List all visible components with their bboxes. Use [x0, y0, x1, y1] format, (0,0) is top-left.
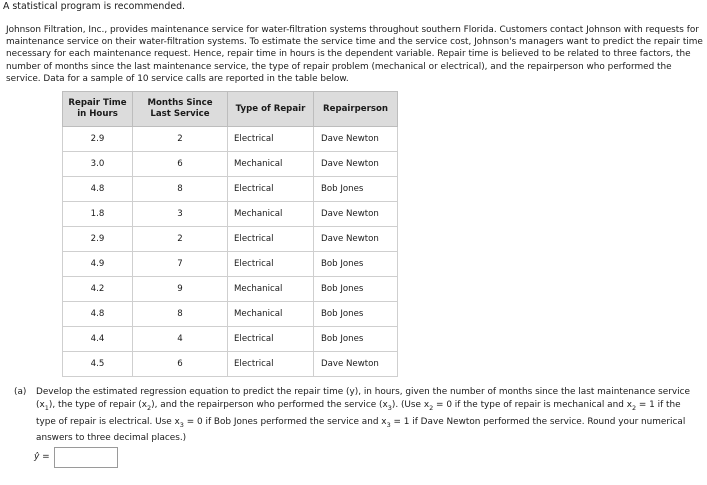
cell-repair-time: 3.0 — [63, 152, 133, 177]
cell-repairperson: Bob Jones — [314, 327, 398, 352]
question-text-part: = 1 if the type of repair is electrical. Use x — [36, 400, 681, 427]
table-row — [63, 202, 398, 227]
cell-repair-time: 1.8 — [63, 202, 133, 227]
header-months-line2: Last Service — [150, 109, 210, 119]
question-text-part: = 0 if the type of repair is mechanical and x — [433, 400, 632, 411]
cell-repairperson: Dave Newton — [314, 127, 398, 152]
cell-repairperson: Dave Newton — [314, 202, 398, 227]
header-months-since — [133, 92, 228, 127]
cell-months-since: 2 — [133, 127, 228, 152]
cell-repair-time: 4.8 — [63, 177, 133, 202]
question-text-part: Develop the estimated regression equation to predict the repair time (y), in hours, given the number of months since the last maintenance service (x — [36, 387, 690, 411]
cell-repair-time: 4.5 — [63, 352, 133, 377]
cell-months-since: 8 — [133, 302, 228, 327]
table-row — [63, 227, 398, 252]
cell-repair-time: 4.2 — [63, 277, 133, 302]
header-repair-time-line1: Repair Time — [68, 98, 127, 108]
question-text-part: ), the type of repair (x — [48, 400, 148, 411]
cell-repairperson: Dave Newton — [314, 227, 398, 252]
subscript: 3 — [179, 420, 184, 429]
answer-row — [34, 445, 118, 469]
cell-type-of-repair: Mechanical — [228, 277, 314, 302]
cell-type-of-repair: Mechanical — [228, 302, 314, 327]
header-repair-time — [63, 92, 133, 127]
table-row — [63, 177, 398, 202]
cell-type-of-repair: Electrical — [228, 127, 314, 152]
cell-repairperson: Dave Newton — [314, 352, 398, 377]
problem-intro: Johnson Filtration, Inc., provides maintenance service for water-filtration systems throughout southern Florida. Customers contact Johnson with requests for maintenance service on their water-filtration systems. To estimate the service time and the service cost, Johnson's managers want to predict the repair time necessary for each maintenance request. Hence, repair time in hours is the dependent variable. Repair time is believed to be related to three factors, the number of months since the last maintenance service, the type of repair problem (mechanical or electrical), and the repairperson who performed the service. Data for a sample of 10 service calls are reported in the table below. — [6, 25, 703, 84]
cell-months-since: 6 — [133, 152, 228, 177]
header-months-line1: Months Since — [147, 98, 213, 108]
cell-type-of-repair: Electrical — [228, 177, 314, 202]
table-header-row — [63, 92, 398, 127]
cell-repair-time: 2.9 — [63, 227, 133, 252]
table-row — [63, 352, 398, 377]
question-label: (a) — [14, 387, 27, 397]
cell-months-since: 4 — [133, 327, 228, 352]
cell-repairperson: Bob Jones — [314, 252, 398, 277]
cell-repair-time: 4.4 — [63, 327, 133, 352]
cell-repair-time: 4.8 — [63, 302, 133, 327]
table-row — [63, 127, 398, 152]
question-a — [14, 386, 694, 445]
header-repairperson: Repairperson — [314, 92, 398, 127]
question-text-part: = 0 if Bob Jones performed the service and x — [183, 416, 387, 427]
cell-repair-time: 4.9 — [63, 252, 133, 277]
cell-months-since: 8 — [133, 177, 228, 202]
header-repair-time-line2: in Hours — [77, 109, 118, 119]
cell-type-of-repair: Mechanical — [228, 152, 314, 177]
table-row — [63, 302, 398, 327]
subscript: 2 — [147, 404, 152, 413]
recommendation-note: A statistical program is recommended. — [3, 1, 186, 12]
cell-months-since: 2 — [133, 227, 228, 252]
cell-repairperson: Bob Jones — [314, 277, 398, 302]
cell-type-of-repair: Electrical — [228, 227, 314, 252]
subscript: 1 — [44, 404, 49, 413]
question-text-part: = 1 if Dave Newton performed the service. Round your numerical answers to three decimal places.) — [36, 416, 686, 443]
table-row — [63, 277, 398, 302]
cell-months-since: 9 — [133, 277, 228, 302]
subscript: 2 — [429, 404, 434, 413]
subscript: 3 — [387, 404, 392, 413]
cell-months-since: 7 — [133, 252, 228, 277]
subscript: 3 — [386, 420, 391, 429]
table-row — [63, 327, 398, 352]
table-row — [63, 252, 398, 277]
cell-type-of-repair: Mechanical — [228, 202, 314, 227]
cell-type-of-repair: Electrical — [228, 352, 314, 377]
question-text-part: ), and the repairperson who performed the service (x — [151, 400, 388, 411]
cell-type-of-repair: Electrical — [228, 252, 314, 277]
cell-repair-time: 2.9 — [63, 127, 133, 152]
cell-type-of-repair: Electrical — [228, 327, 314, 352]
cell-months-since: 6 — [133, 352, 228, 377]
table-row — [63, 152, 398, 177]
service-data-table — [62, 91, 398, 377]
cell-months-since: 3 — [133, 202, 228, 227]
cell-repairperson: Bob Jones — [314, 302, 398, 327]
question-text — [36, 386, 694, 445]
question-text-part: ). (Use x — [391, 400, 430, 411]
regression-equation-input[interactable] — [54, 447, 118, 468]
cell-repairperson: Bob Jones — [314, 177, 398, 202]
y-hat-label: ŷ = — [34, 452, 50, 462]
cell-repairperson: Dave Newton — [314, 152, 398, 177]
header-type-of-repair: Type of Repair — [228, 92, 314, 127]
subscript: 2 — [631, 404, 637, 413]
